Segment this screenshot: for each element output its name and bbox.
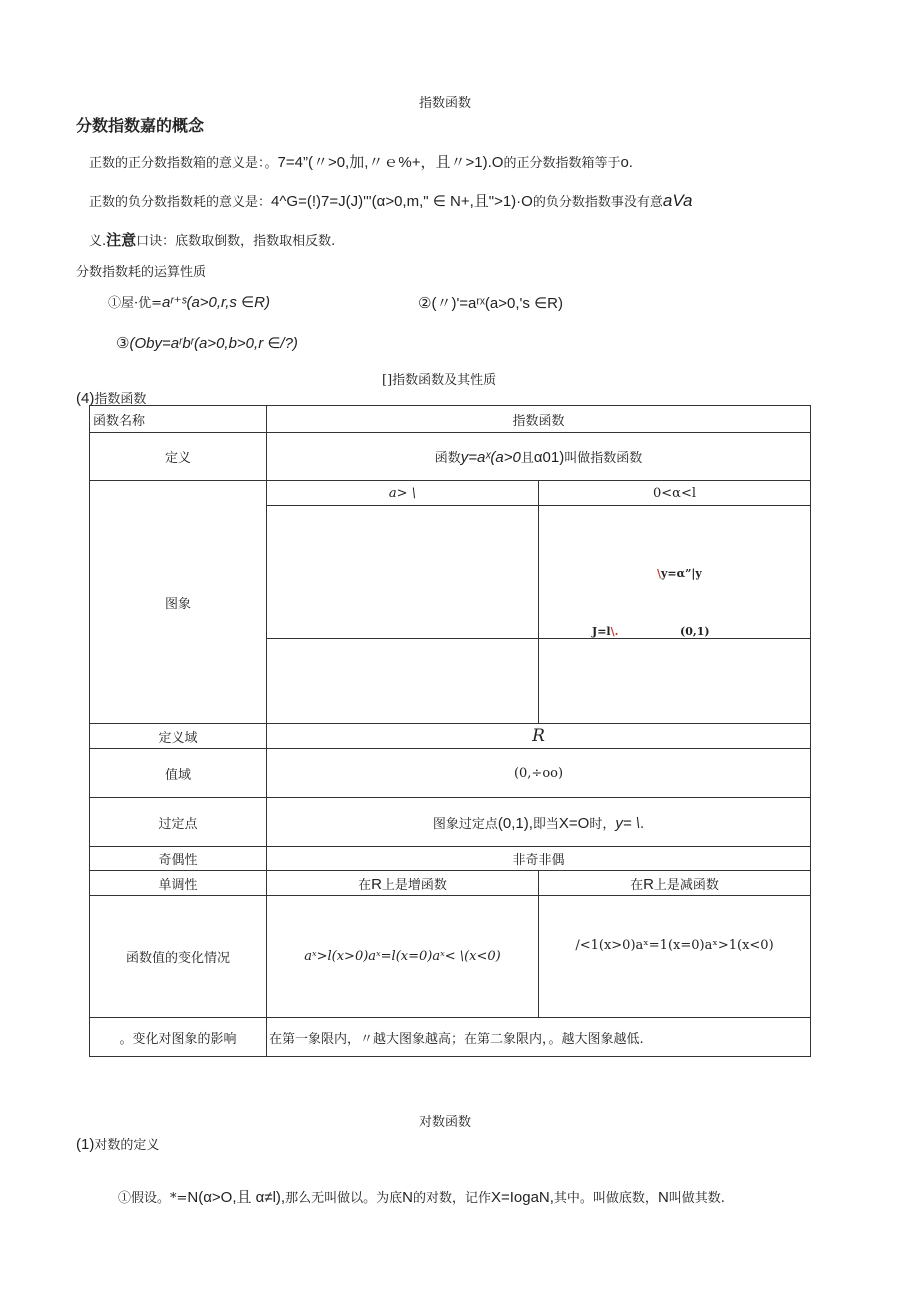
case-a-lt-1: 0<α<l (539, 481, 811, 506)
paragraph-negative-exponent (89, 190, 692, 211)
graph-increasing-top (267, 506, 539, 639)
parity-cell: 非奇非偶 (267, 847, 811, 871)
range-label-cell: 值域 (90, 749, 267, 798)
rule-3: ③(Oby=aʳbʳ(a>0,b>0,r ∈/?) (116, 335, 298, 352)
graph-label-cell: 图象 (90, 481, 267, 724)
label-number: (4) (76, 390, 95, 407)
rule-1 (108, 292, 270, 311)
def-cell (267, 433, 811, 481)
p1-o-end: o. (620, 154, 633, 171)
fixed-x: X=O (558, 814, 590, 832)
p1-text-b: 的正分数指数箱等于 (503, 156, 621, 171)
note-text: 口诀：底数取倒数，指数取相反数. (136, 234, 336, 249)
rule-2: ②(〃)'=aʳˣ(a>0,'s ∈R) (418, 295, 563, 312)
case-a-gt-1: a> \ (267, 481, 539, 506)
graph-line-text: J=l (592, 625, 611, 638)
exp-function-table (89, 405, 811, 1057)
def-pre: 函数 (434, 451, 461, 466)
rule-1-formula: aʳ⁺ˢ(a>0,r,s ∈R) (162, 294, 270, 311)
p2-cond: 且">1)·O (473, 193, 533, 210)
graph-increasing-bottom (267, 639, 539, 724)
table-row (90, 871, 811, 896)
table-row (90, 896, 811, 1018)
table-row (90, 1018, 811, 1057)
monotonic-label-cell: 单调性 (90, 871, 267, 896)
change-increasing-cell: aˣ>l(x>0)aˣ=l(x=0)aˣ< \(x<0) (267, 896, 539, 1018)
log-subheading (76, 1134, 159, 1153)
mono2-post: 上是减函数 (653, 877, 719, 893)
section-title-exp-properties: []指数函数及其性质 (382, 373, 497, 388)
range-cell: (0,÷oo) (267, 749, 811, 798)
domain-label-cell: 定义域 (90, 724, 267, 749)
header-name-cell: 函数名称 (90, 406, 267, 433)
graph-point-label: (0,1) (680, 625, 710, 638)
page-title: 指数函数 (419, 96, 472, 111)
p2-text-b: 的负分数指数事没有意 (532, 195, 663, 210)
mono1-post: 上是增函数 (381, 877, 447, 893)
paragraph-note (89, 229, 335, 250)
graph-curve-mark: \ (657, 567, 662, 580)
log-sub-text: 对数的定义 (94, 1138, 160, 1153)
p1-o: .O (487, 154, 504, 171)
def-post: 叫做指数函数 (564, 451, 643, 466)
graph-label-curve (657, 567, 702, 580)
log-def-e: 的对数，记作 (412, 1191, 491, 1206)
graph-line-dot: . (614, 625, 619, 638)
section-heading-fraction-exponent: 分数指数嘉的概念 (76, 118, 205, 135)
paragraph-positive-exponent (89, 151, 633, 172)
log-def-a: ①假设。*= (118, 1191, 188, 1206)
def-formula-2: α01) (533, 449, 565, 466)
parity-label-cell: 奇偶性 (90, 847, 267, 871)
log-def-c: 那么无叫做以。为底 (285, 1191, 403, 1206)
effect-cell: 在第一象限内，〃越大图象越高；在第二象限内，。越大图象越低. (267, 1018, 811, 1057)
fixed-y: y= \ (615, 814, 640, 832)
mono1-r: R (371, 875, 382, 893)
monotonic-decreasing-cell (539, 871, 811, 896)
monotonic-increasing-cell (267, 871, 539, 896)
p1-formula: 7=4”(〃>0,加,〃ｅ%+，且〃>1) (277, 154, 488, 171)
graph-label-line (592, 625, 618, 638)
table-row (90, 406, 811, 433)
mono2-r: R (643, 875, 654, 893)
fixed-mid-2: 时， (589, 816, 616, 832)
change-decreasing-cell: /<1(x>0)aˣ=1(x=0)aˣ>1(x<0) (539, 896, 811, 1018)
table-row (90, 724, 811, 749)
graph-decreasing-top (539, 506, 811, 639)
p1-text-a: 正数的正分数指数箱的意义是：。 (89, 156, 278, 171)
log-def-f: X=IogaN, (490, 1189, 554, 1206)
graph-decreasing-bottom (539, 639, 811, 724)
fixed-point-value: (0,1), (497, 814, 533, 832)
table-row (90, 433, 811, 481)
effect-label-cell: 。变化对图象的影响 (90, 1018, 267, 1057)
fixed-end: . (639, 816, 645, 832)
def-mid: 且 (520, 451, 534, 466)
table-row (90, 798, 811, 847)
fixed-point-cell (267, 798, 811, 847)
domain-cell: R (267, 724, 811, 749)
mono1-pre: 在 (358, 877, 372, 893)
rules-title: 分数指数耗的运算性质 (76, 265, 207, 280)
table-row (90, 847, 811, 871)
p2-formula: 4^G=(!)7=J(J)'''(α>0,m," ∈ N+, (271, 193, 474, 210)
mono2-pre: 在 (630, 877, 644, 893)
graph-line-mark: \ (610, 625, 615, 638)
note-label: 注意 (106, 232, 137, 249)
section-title-log-function: 对数函数 (419, 1115, 472, 1130)
fixed-pre: 图象过定点 (432, 816, 498, 832)
rule-1-prefix: ①屋·优= (108, 296, 163, 311)
log-def-g: 其中。叫做底数， (553, 1191, 658, 1206)
fixed-mid: 即当 (532, 816, 559, 832)
change-label-cell: 函数值的变化情况 (90, 896, 267, 1018)
log-def-b: N(α>O,且 α≠l), (187, 1189, 286, 1206)
log-def-d: N (402, 1189, 413, 1206)
table-row (90, 481, 811, 506)
def-label-cell: 定义 (90, 433, 267, 481)
header-func-cell: 指数函数 (267, 406, 811, 433)
log-sub-number: (1) (76, 1136, 95, 1153)
label-text: 指数函数 (94, 392, 147, 407)
log-def-h: N (657, 1189, 669, 1206)
log-definition (118, 1186, 725, 1207)
p3-text-a: 义. (89, 234, 107, 249)
graph-curve-text: y=α”|y (661, 567, 702, 580)
table-row (90, 749, 811, 798)
fixed-point-label-cell: 过定点 (90, 798, 267, 847)
p2-text-a: 正数的负分数指数耗的意义是： (89, 195, 272, 210)
p2-ava: aVa (662, 191, 693, 210)
log-def-i: 叫做其数. (668, 1191, 725, 1206)
def-formula: y=aˣ(a>0 (460, 449, 521, 466)
